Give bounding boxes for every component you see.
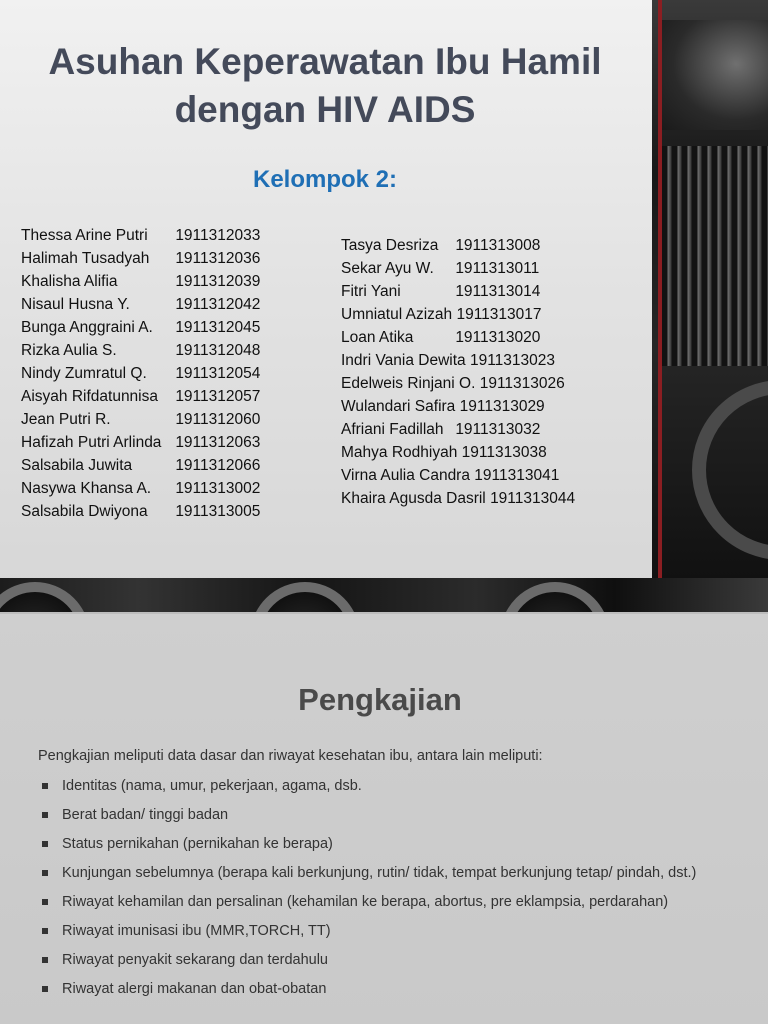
list-item-text: Riwayat imunisasi ibu (MMR,TORCH, TT)	[62, 923, 331, 939]
member-row	[341, 487, 575, 510]
member-name: Hafizah Putri Arlinda	[21, 434, 162, 451]
member-id: 1911312042	[175, 296, 261, 313]
square-bullet-icon	[42, 841, 48, 847]
member-row	[21, 247, 260, 270]
member-id: 1911313044	[490, 490, 576, 507]
member-id: 1911312048	[175, 342, 261, 359]
list-item-text: Identitas (nama, umur, pekerjaan, agama, dsb.	[62, 778, 362, 794]
square-bullet-icon	[42, 928, 48, 934]
member-id: 1911313017	[456, 306, 542, 323]
steering-curve	[692, 380, 768, 560]
member-name: Nasywa Khansa A.	[21, 480, 152, 497]
square-bullet-icon	[42, 899, 48, 905]
photo-highlight	[662, 20, 768, 130]
member-name: Aisyah Rifdatunnisa	[21, 388, 158, 405]
member-list-right	[341, 234, 575, 510]
intro-text: Pengkajian meliputi data dasar dan riwayat kesehatan ibu, antara lain meliputi:	[38, 748, 543, 764]
member-list-left	[21, 224, 260, 523]
slide-title: Pengkajian	[298, 682, 462, 717]
list-item-text: Status pernikahan (pernikahan ke berapa)	[62, 836, 333, 852]
member-id: 1911312066	[175, 457, 261, 474]
member-row	[21, 270, 260, 293]
member-id: 1911313002	[175, 480, 261, 497]
list-item-text: Riwayat kehamilan dan persalinan (kehamilan ke berapa, abortus, pre eklampsia, perdarahan)	[62, 894, 669, 910]
member-row	[21, 362, 260, 385]
list-item	[42, 921, 742, 942]
member-row	[21, 477, 260, 500]
list-item-text: Riwayat penyakit sekarang dan terdahulu	[62, 952, 328, 968]
member-name: Salsabila Dwiyona	[21, 503, 148, 520]
member-name: Jean Putri R.	[21, 411, 111, 428]
member-name: Halimah Tusadyah	[21, 250, 150, 267]
member-name: Khaira Agusda Dasril	[341, 490, 486, 507]
list-item-text: Berat badan/ tinggi badan	[62, 807, 229, 823]
list-item	[42, 892, 742, 913]
member-row	[21, 454, 260, 477]
member-row	[21, 224, 260, 247]
slide-title: Asuhan Keperawatan Ibu Hamil dengan HIV AIDS	[48, 41, 602, 130]
member-name: Afriani Fadillah	[341, 421, 444, 438]
member-name: Indri Vania Dewita	[341, 352, 466, 369]
member-name: Thessa Arine Putri	[21, 227, 148, 244]
member-id: 1911312054	[175, 365, 261, 382]
member-id: 1911313029	[459, 398, 545, 415]
member-row	[341, 234, 575, 257]
list-item	[42, 863, 742, 884]
member-name: Bunga Anggraini A.	[21, 319, 153, 336]
member-row	[341, 303, 575, 326]
member-row	[341, 326, 575, 349]
member-name: Edelweis Rinjani O.	[341, 375, 476, 392]
member-row	[21, 408, 260, 431]
member-row	[341, 395, 575, 418]
member-name: Nindy Zumratul Q.	[21, 365, 147, 382]
member-id: 1911313041	[474, 467, 560, 484]
member-name: Salsabila Juwita	[21, 457, 133, 474]
square-bullet-icon	[42, 986, 48, 992]
member-id: 1911313008	[455, 237, 541, 254]
list-item-text: Kunjungan sebelumnya (berapa kali berkunjung, rutin/ tidak, tempat berkunjung tetap/ pindah, dst.)	[62, 865, 697, 881]
list-item	[42, 979, 742, 1000]
square-bullet-icon	[42, 783, 48, 789]
member-id: 1911313023	[469, 352, 556, 369]
wheel-rim	[250, 582, 360, 612]
list-item	[42, 805, 742, 826]
member-row	[21, 339, 260, 362]
assessment-list	[42, 776, 742, 1008]
member-id: 1911313020	[455, 329, 541, 346]
member-id: 1911312063	[175, 434, 261, 451]
member-id: 1911312039	[175, 273, 261, 290]
member-name: Umniatul Azizah	[341, 306, 453, 323]
speaker-grille	[662, 146, 768, 366]
member-id: 1911313011	[455, 260, 540, 277]
list-item-text: Riwayat alergi makanan dan obat-obatan	[62, 981, 327, 997]
assessment-slide	[0, 614, 768, 1024]
member-id: 1911313014	[455, 283, 541, 300]
member-name: Virna Aulia Candra	[341, 467, 470, 484]
member-row	[341, 280, 575, 303]
member-name: Wulandari Safira	[341, 398, 456, 415]
group-label: Kelompok 2:	[252, 166, 398, 193]
list-item	[42, 950, 742, 971]
list-item	[42, 776, 742, 797]
car-interior-photo	[652, 0, 768, 578]
member-name: Fitri Yani	[341, 283, 401, 300]
member-id: 1911312036	[175, 250, 261, 267]
member-id: 1911313026	[479, 375, 565, 392]
wheel-rim-photo-strip	[0, 578, 768, 612]
member-name: Rizka Aulia S.	[21, 342, 117, 359]
member-row	[21, 500, 260, 523]
member-id: 1911312057	[175, 388, 261, 405]
list-item	[42, 834, 742, 855]
member-name: Tasya Desriza	[341, 237, 439, 254]
member-row	[21, 293, 260, 316]
member-name: Khalisha Alifia	[21, 273, 118, 290]
member-row	[341, 418, 575, 441]
wheel-rim	[0, 582, 90, 612]
member-row	[341, 464, 575, 487]
square-bullet-icon	[42, 812, 48, 818]
member-row	[341, 257, 575, 280]
member-name: Sekar Ayu W.	[341, 260, 434, 277]
member-row	[21, 431, 260, 454]
member-id: 1911313032	[455, 421, 541, 438]
member-row	[341, 349, 575, 372]
member-id: 1911312033	[175, 227, 261, 244]
member-name: Loan Atika	[341, 329, 414, 346]
member-id: 1911313038	[461, 444, 547, 461]
wheel-rim	[500, 582, 610, 612]
member-name: Nisaul Husna Y.	[21, 296, 130, 313]
square-bullet-icon	[42, 957, 48, 963]
member-row	[21, 316, 260, 339]
member-row	[341, 441, 575, 464]
member-id: 1911312060	[175, 411, 261, 428]
member-row	[21, 385, 260, 408]
member-id: 1911312045	[175, 319, 261, 336]
member-id: 1911313005	[175, 503, 261, 520]
member-name: Mahya Rodhiyah	[341, 444, 458, 461]
member-row	[341, 372, 575, 395]
square-bullet-icon	[42, 870, 48, 876]
